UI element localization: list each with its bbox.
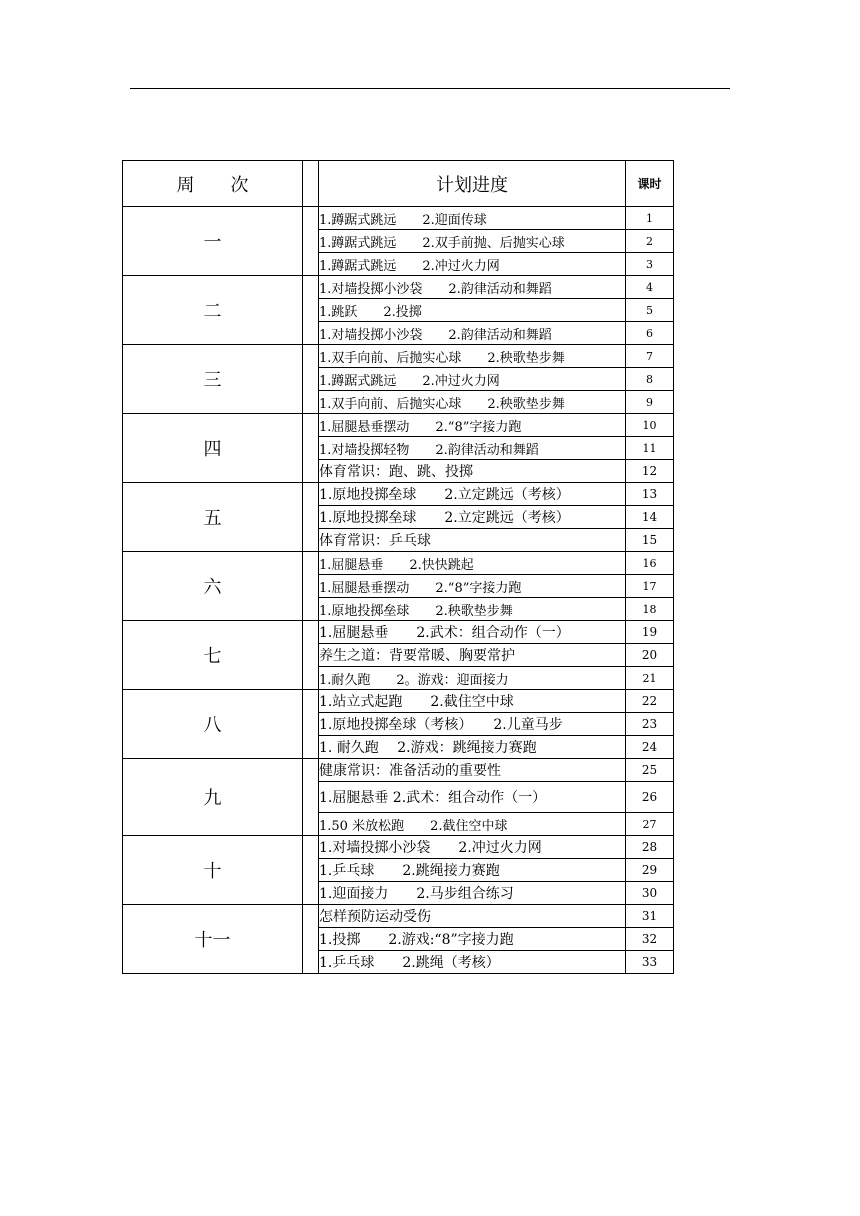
lesson-content: 1.50 米放松跑 2.截住空中球 [319,813,626,836]
gap-cell [303,621,319,690]
table-row [123,759,674,782]
lesson-hours: 11 [626,437,674,460]
lesson-hours: 13 [626,483,674,506]
week-label: 四 [123,414,303,483]
week-label: 二 [123,276,303,345]
week-label: 九 [123,759,303,836]
lesson-content: 1.原地投掷垒球（考核） 2.儿童马步 [319,713,626,736]
lesson-hours: 33 [626,951,674,974]
lesson-content: 1.对墙投掷小沙袋 2.冲过火力网 [319,836,626,859]
week-label: 三 [123,345,303,414]
lesson-hours: 3 [626,253,674,276]
lesson-hours: 21 [626,667,674,690]
lesson-hours: 10 [626,414,674,437]
lesson-hours: 2 [626,230,674,253]
week-label: 七 [123,621,303,690]
teaching-plan-table [122,160,674,974]
gap-cell [303,905,319,974]
gap-cell [303,276,319,345]
lesson-content: 体育常识：乒乓球 [319,529,626,552]
lesson-content: 养生之道：背要常暖、胸要常护 [319,644,626,667]
table-row [123,414,674,437]
lesson-hours: 18 [626,598,674,621]
lesson-content: 体育常识：跑、跳、投掷 [319,460,626,483]
lesson-hours: 17 [626,575,674,598]
lesson-hours: 4 [626,276,674,299]
lesson-hours: 26 [626,782,674,813]
lesson-hours: 19 [626,621,674,644]
lesson-content: 1.双手向前、后抛实心球 2.秧歌垫步舞 [319,391,626,414]
lesson-hours: 5 [626,299,674,322]
gap-cell [303,836,319,905]
lesson-content: 1.对墙投掷轻物 2.韵律活动和舞蹈 [319,437,626,460]
lesson-content: 1.屈腿悬垂摆动 2.“8”字接力跑 [319,414,626,437]
week-label: 八 [123,690,303,759]
lesson-content: 1.蹲踞式跳远 2.冲过火力网 [319,253,626,276]
lesson-content: 1.原地投掷垒球 2.立定跳远（考核） [319,506,626,529]
week-label: 十一 [123,905,303,974]
header-rule [130,88,730,89]
gap-cell [303,345,319,414]
lesson-hours: 30 [626,882,674,905]
lesson-content: 1.对墙投掷小沙袋 2.韵律活动和舞蹈 [319,276,626,299]
header-content: 计划进度 [319,161,626,207]
lesson-hours: 29 [626,859,674,882]
lesson-content: 1.屈腿悬垂 2.武术：组合动作（一） [319,782,626,813]
table-row [123,207,674,230]
lesson-content: 1.乒乓球 2.跳绳（考核） [319,951,626,974]
lesson-hours: 27 [626,813,674,836]
table-row [123,690,674,713]
lesson-content: 1.跳跃 2.投掷 [319,299,626,322]
table-row [123,552,674,575]
lesson-content: 1.屈腿悬垂 2.武术：组合动作（一） [319,621,626,644]
lesson-hours: 15 [626,529,674,552]
lesson-hours: 16 [626,552,674,575]
gap-cell [303,483,319,552]
table-row [123,483,674,506]
lesson-content: 健康常识：准备活动的重要性 [319,759,626,782]
lesson-content: 1.蹲踞式跳远 2.迎面传球 [319,207,626,230]
lesson-content: 1.站立式起跑 2.截住空中球 [319,690,626,713]
gap-cell [303,207,319,276]
lesson-hours: 24 [626,736,674,759]
table-row [123,621,674,644]
lesson-content: 1.迎面接力 2.马步组合练习 [319,882,626,905]
week-label: 五 [123,483,303,552]
lesson-hours: 22 [626,690,674,713]
lesson-content: 1.投掷 2.游戏:“8”字接力跑 [319,928,626,951]
lesson-content: 1.屈腿悬垂摆动 2.“8”字接力跑 [319,575,626,598]
lesson-content: 1.乒乓球 2.跳绳接力赛跑 [319,859,626,882]
lesson-content: 1.蹲踞式跳远 2.冲过火力网 [319,368,626,391]
lesson-hours: 23 [626,713,674,736]
lesson-hours: 7 [626,345,674,368]
header-gap [303,161,319,207]
lesson-content: 1.原地投掷垒球 2.秧歌垫步舞 [319,598,626,621]
lesson-hours: 14 [626,506,674,529]
lesson-content: 1.对墙投掷小沙袋 2.韵律活动和舞蹈 [319,322,626,345]
table-row [123,905,674,928]
lesson-hours: 31 [626,905,674,928]
lesson-content: 1.耐久跑 2。游戏：迎面接力 [319,667,626,690]
gap-cell [303,759,319,836]
header-hours: 课时 [626,161,674,207]
gap-cell [303,552,319,621]
lesson-hours: 32 [626,928,674,951]
week-label: 六 [123,552,303,621]
lesson-content: 1.双手向前、后抛实心球 2.秧歌垫步舞 [319,345,626,368]
lesson-hours: 6 [626,322,674,345]
lesson-hours: 8 [626,368,674,391]
lesson-hours: 28 [626,836,674,859]
lesson-content: 1.蹲踞式跳远 2.双手前抛、后抛实心球 [319,230,626,253]
lesson-content: 1.屈腿悬垂 2.快快跳起 [319,552,626,575]
week-label: 一 [123,207,303,276]
lesson-hours: 25 [626,759,674,782]
gap-cell [303,690,319,759]
table-row [123,345,674,368]
lesson-hours: 12 [626,460,674,483]
plan-body [123,207,674,974]
header-week: 周 次 [123,161,303,207]
lesson-hours: 9 [626,391,674,414]
lesson-content: 1. 耐久跑 2.游戏：跳绳接力赛跑 [319,736,626,759]
table-row [123,836,674,859]
lesson-hours: 20 [626,644,674,667]
lesson-hours: 1 [626,207,674,230]
table-row [123,276,674,299]
lesson-content: 1.原地投掷垒球 2.立定跳远（考核） [319,483,626,506]
header-row [123,161,674,207]
week-label: 十 [123,836,303,905]
lesson-content: 怎样预防运动受伤 [319,905,626,928]
gap-cell [303,414,319,483]
